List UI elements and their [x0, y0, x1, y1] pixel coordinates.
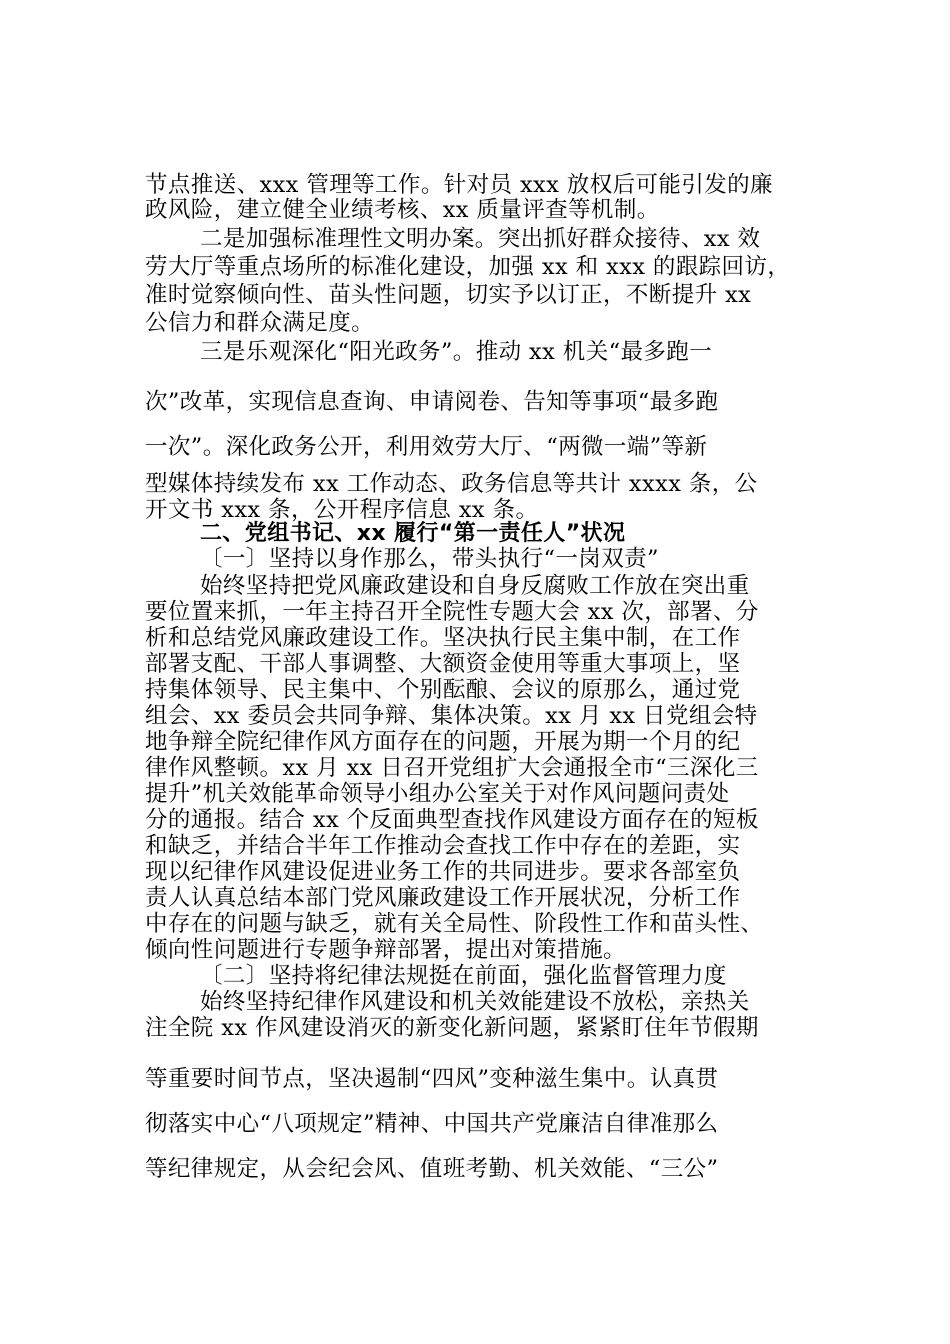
paragraph-line: 析和总结党风廉政建设工作。坚决执行民主集中制，在工作 [145, 625, 741, 651]
paragraph-line: 始终坚持把党风廉政建设和自身反腐败工作放在突出重 [200, 573, 750, 599]
paragraph-line: 节点推送、xxx 管理等工作。针对员 xxx 放权后可能引发的廉 [145, 172, 773, 198]
paragraph-line: 政风险，建立健全业绩考核、xx 质量评查等机制。 [145, 197, 660, 223]
paragraph-line: 提升”机关效能革命领导小组办公室关于对作风问题问责处 [145, 781, 730, 807]
subsection-heading: 〔二〕坚持将纪律法规挺在前面，强化监督管理力度 [200, 963, 727, 989]
paragraph-line: 责人认真总结本部门党风廉政建设工作开展状况，分析工作 [145, 885, 741, 911]
paragraph-line: 地争辩全院纪律作风方面存在的问题，开展为期一个月的纪 [145, 729, 741, 755]
paragraph-line: 等纪律规定，从会纪会风、值班考勤、机关效能、“三公” [145, 1156, 719, 1182]
paragraph-line: 公信力和群众满足度。 [145, 310, 375, 336]
paragraph-line: 劳大厅等重点场所的标准化建设，加强 xx 和 xxx 的跟踪回访， [145, 254, 791, 280]
paragraph-line: 型媒体持续发布 xx 工作动态、政务信息等共计 xxxx 条，公 [145, 471, 758, 497]
paragraph-line: 分的通报。结合 xx 个反面典型查找作风建设方面存在的短板 [145, 807, 759, 833]
paragraph-line: 次”改革，实现信息查询、申请阅卷、告知等事项“最多跑 [145, 389, 719, 415]
paragraph-line: 准时觉察倾向性、苗头性问题，切实予以订正，不断提升 xx [145, 282, 752, 308]
paragraph-line: 彻落实中心“八项规定”精神、中国共产党廉洁自律准那么 [145, 1111, 719, 1137]
paragraph-line: 部署支配、干部人事调整、大额资金使用等重大事项上，坚 [145, 651, 741, 677]
paragraph-line: 一次”。深化政务公开，利用效劳大厅、“两微一端”等新 [145, 434, 708, 460]
paragraph-line: 始终坚持纪律作风建设和机关效能建设不放松，亲热关 [200, 989, 750, 1015]
paragraph-line: 中存在的问题与缺乏，就有关全局性、阶段性工作和苗头性、 [145, 911, 764, 937]
paragraph-line: 注全院 xx 作风建设消灭的新变化新问题，紧紧盯住年节假期 [145, 1015, 759, 1041]
section-heading: 二、党组书记、xx 履行“第一责任人”状况 [200, 521, 626, 546]
paragraph-line: 现以纪律作风建设促进业务工作的共同进步。要求各部室负 [145, 859, 741, 885]
paragraph-line: 二是加强标准理性文明办案。突出抓好群众接待、xx 效 [200, 226, 761, 252]
paragraph-line: 持集体领导、民主集中、个别酝酿、会议的原那么，通过党 [145, 677, 741, 703]
subsection-heading: 〔一〕坚持以身作那么，带头执行“一岗双责” [200, 546, 659, 572]
paragraph-line: 律作风整顿。xx 月 xx 日召开党组扩大会通报全市“三深化三 [145, 755, 759, 781]
paragraph-line: 三是乐观深化“阳光政务”。推动 xx 机关“最多跑一 [200, 339, 713, 365]
paragraph-line: 和缺乏，并结合半年工作推动会查找工作中存在的差距，实 [145, 833, 741, 859]
paragraph-line: 等重要时间节点，坚决遏制“四风”变种滋生集中。认真贯 [145, 1066, 719, 1092]
paragraph-line: 要位置来抓，一年主持召开全院性专题大会 xx 次，部署、分 [145, 599, 759, 625]
paragraph-line: 开文书 xxx 条，公开程序信息 xx 条。 [145, 497, 539, 523]
paragraph-line: 组会、xx 委员会共同争辩、集体决策。xx 月 xx 日党组会特 [145, 703, 758, 729]
paragraph-line: 倾向性问题进行专题争辩部署，提出对策措施。 [145, 937, 626, 963]
